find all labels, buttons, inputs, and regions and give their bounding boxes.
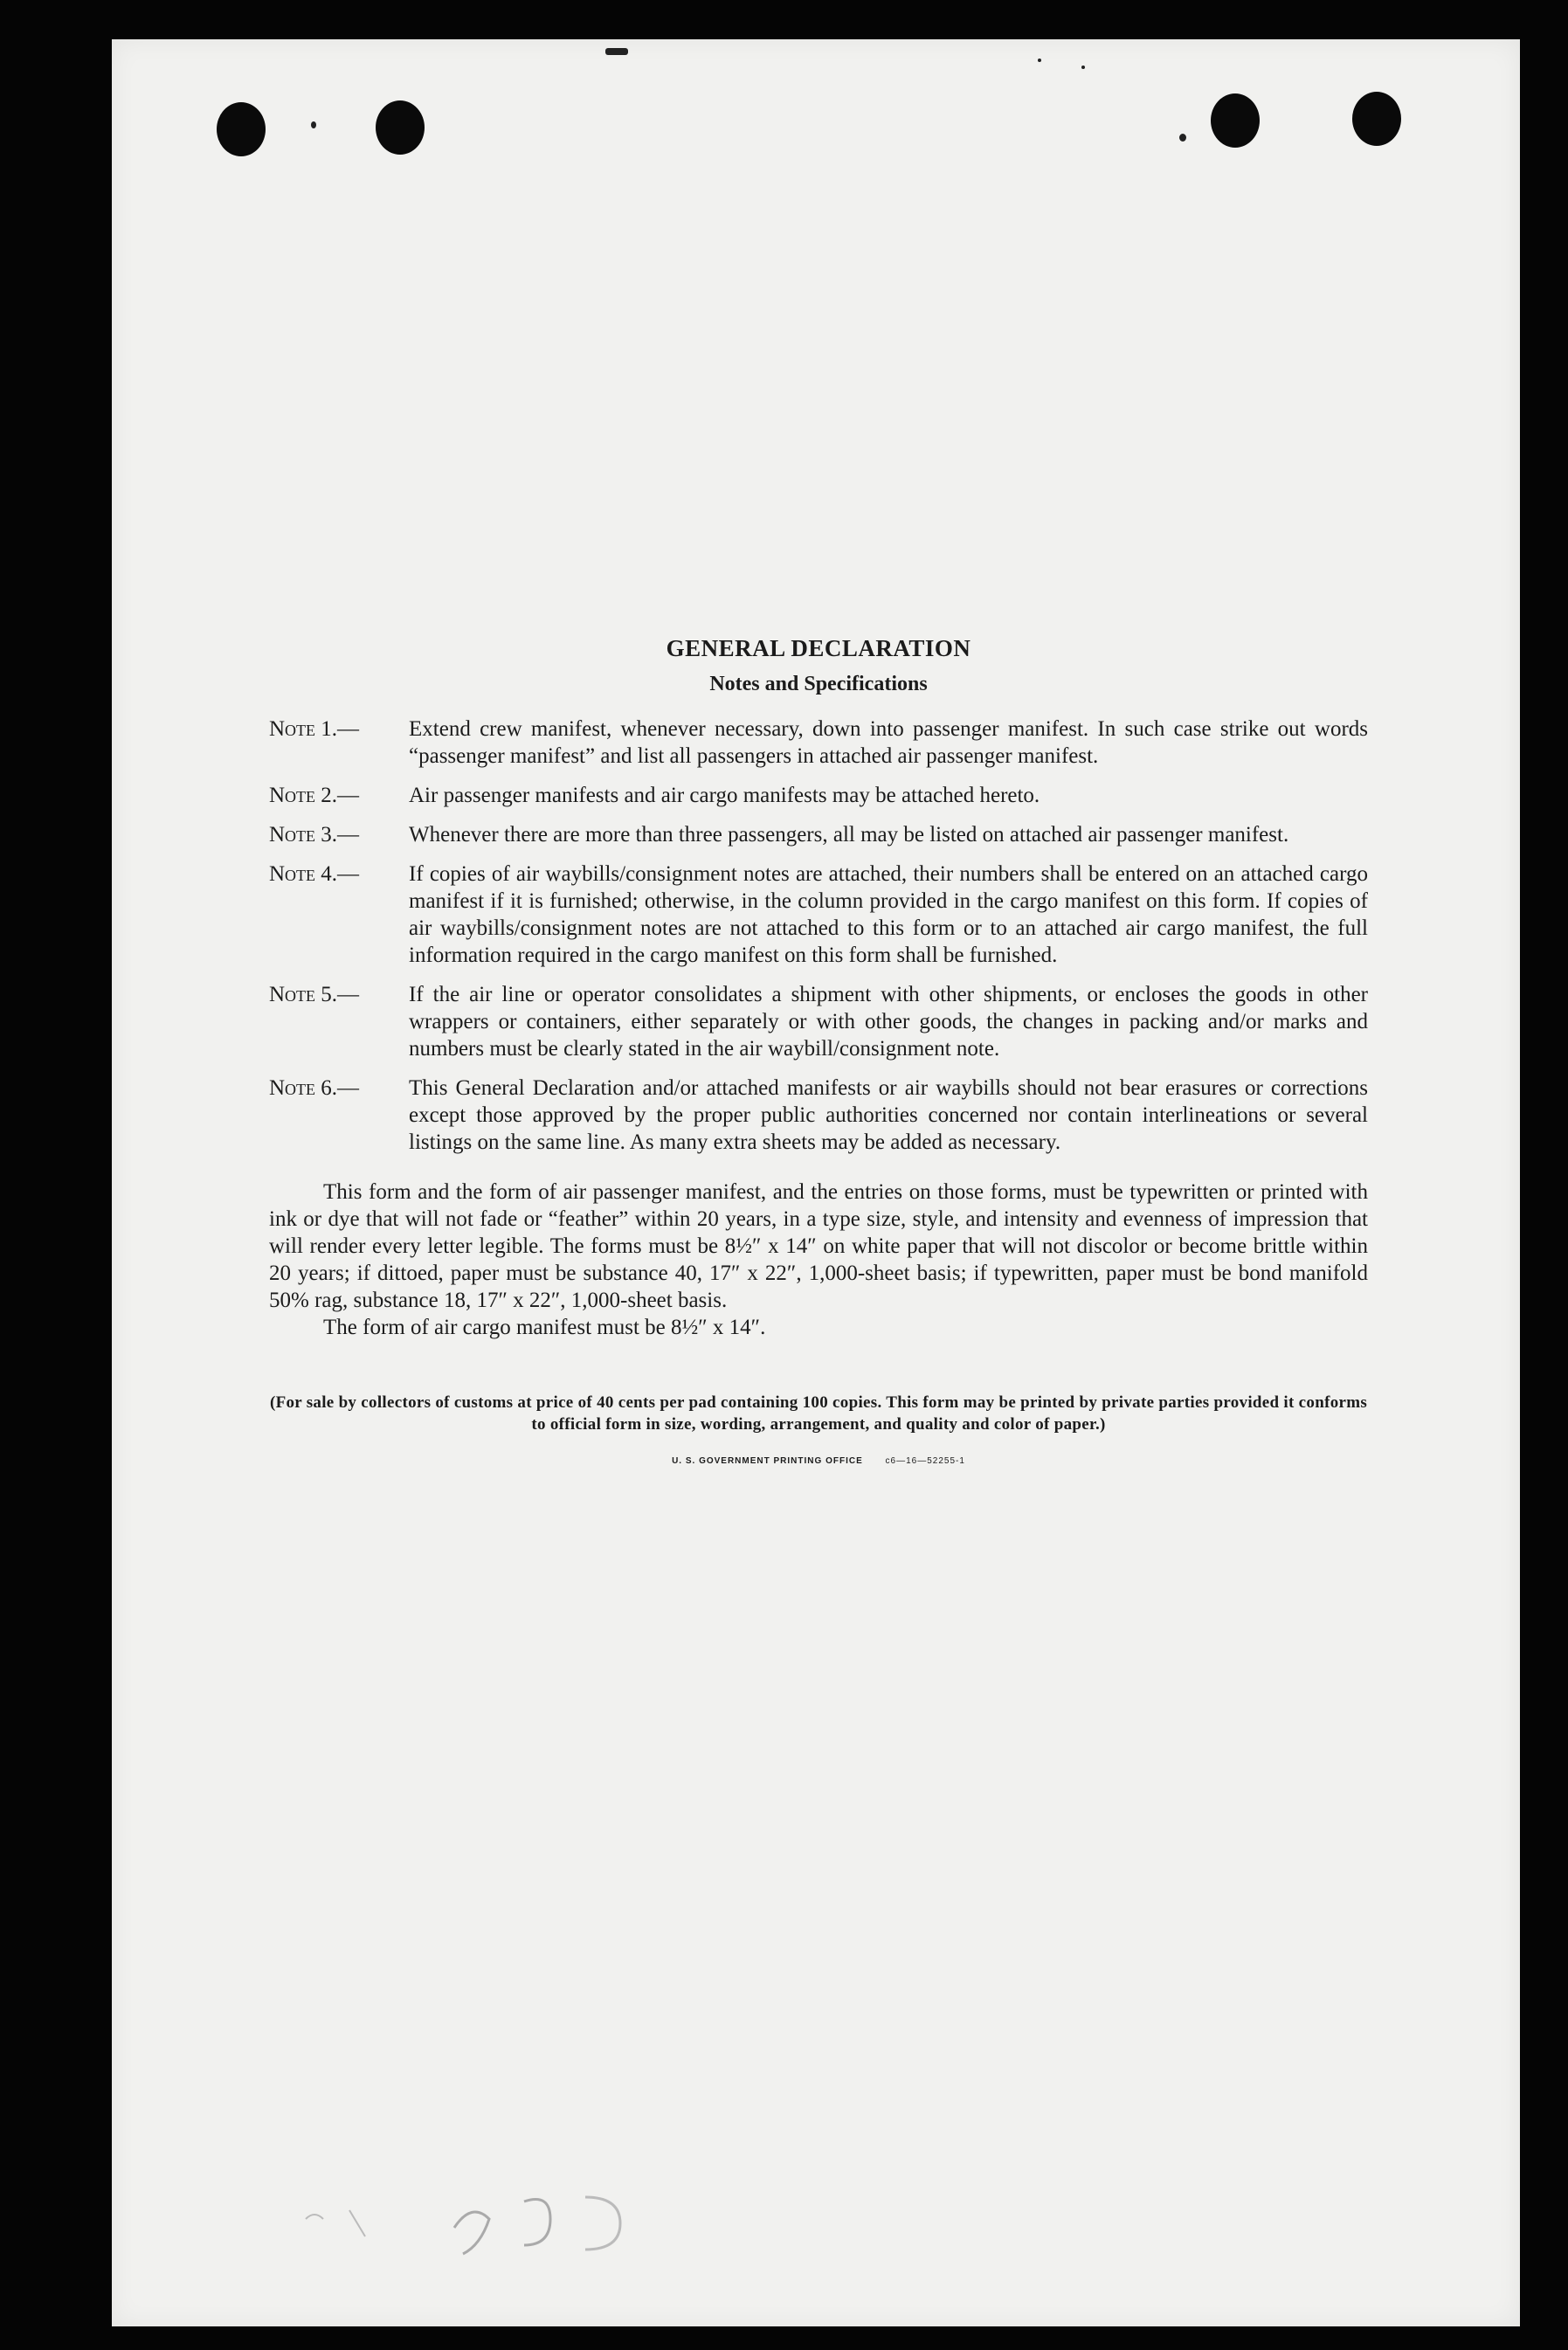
note-text: This General Declaration and/or attached manifests or air waybills should not bear erasures or corrections except those approved by the proper public authorities concerned nor contain interlineations or several listings on the same line. As many extra sheets may be added as necessary. — [409, 1076, 1368, 1154]
note-label: Note 2.— — [269, 784, 360, 807]
cargo-manifest-size-paragraph: The form of air cargo manifest must be 8½″ x 14″. — [323, 1316, 766, 1339]
scan-speck — [1081, 66, 1085, 69]
note-label: Note 4.— — [269, 862, 360, 886]
note-2 — [269, 782, 1368, 809]
printer-imprint — [269, 1456, 1368, 1466]
note-text: If copies of air waybills/consignment notes are attached, their numbers shall be entered on an attached cargo manifest if it is furnished; otherwise, in the column provided in the cargo manifest on this form. If copies of air waybills/consignment notes are not attached to this form or to an attached air cargo manifest, the full information required in the cargo manifest on this form shall be furnished. — [409, 862, 1368, 967]
note-6 — [269, 1075, 1368, 1156]
note-text: Extend crew manifest, whenever necessary, down into passenger manifest. In such case strike out words “passenger manifest” and list all passengers in attached air passenger manifest. — [409, 717, 1368, 768]
form-specification-paragraph: This form and the form of air passenger manifest, and the entries on those forms, must be typewritten or printed with ink or dye that will not fade or “feather” within 20 years, in a type size, style, and intensity and evenness of impression that will render every letter legible. The forms must be 8½″ x 14″ on white paper that will not discolor or become brittle within 20 years; if dittoed, paper must be substance 40, 17″ x 22″, 1,000-sheet basis; if typewritten, paper must be bond manifold 50% rag, substance 18, 17″ x 22″, 1,000-sheet basis. — [269, 1180, 1368, 1312]
punch-hole-icon — [376, 100, 425, 155]
note-1 — [269, 715, 1368, 770]
page-subtitle: Notes and Specifications — [709, 673, 928, 695]
note-4 — [269, 861, 1368, 969]
printer-name: U. S. GOVERNMENT PRINTING OFFICE — [672, 1456, 863, 1466]
punch-hole-icon — [217, 102, 266, 156]
punch-hole-icon — [1211, 93, 1260, 148]
page-title: GENERAL DECLARATION — [666, 635, 971, 661]
scan-speck — [311, 121, 316, 128]
note-3 — [269, 821, 1368, 848]
note-text: If the air line or operator consolidates a shipment with other shipments, or encloses the goods in other wrappers or containers, either separately or with other goods, the changes in packing and/or marks and numbers must be clearly stated in the air waybill/consignment note. — [409, 983, 1368, 1061]
scan-speck — [1179, 134, 1186, 142]
print-code: c6—16—52255-1 — [885, 1456, 965, 1466]
scan-speck — [1038, 59, 1041, 62]
note-label: Note 1.— — [269, 717, 360, 741]
scan-speck — [605, 48, 628, 55]
note-label: Note 3.— — [269, 823, 360, 847]
punch-hole-icon — [1352, 92, 1401, 146]
note-text: Whenever there are more than three passengers, all may be listed on attached air passenger manifest. — [409, 823, 1289, 847]
note-text: Air passenger manifests and air cargo manifests may be attached hereto. — [409, 784, 1040, 807]
sale-note: (For sale by collectors of customs at price of 40 cents per pad containing 100 copies. This form may be printed by private parties provided it conforms to official form in size, wording, arrangement, and quality and color of paper.) — [269, 1393, 1368, 1434]
note-5 — [269, 981, 1368, 1062]
declaration-content — [269, 635, 1368, 1466]
note-label: Note 5.— — [269, 983, 360, 1006]
faint-handwriting-marks — [297, 2167, 664, 2271]
note-label: Note 6.— — [269, 1076, 360, 1100]
